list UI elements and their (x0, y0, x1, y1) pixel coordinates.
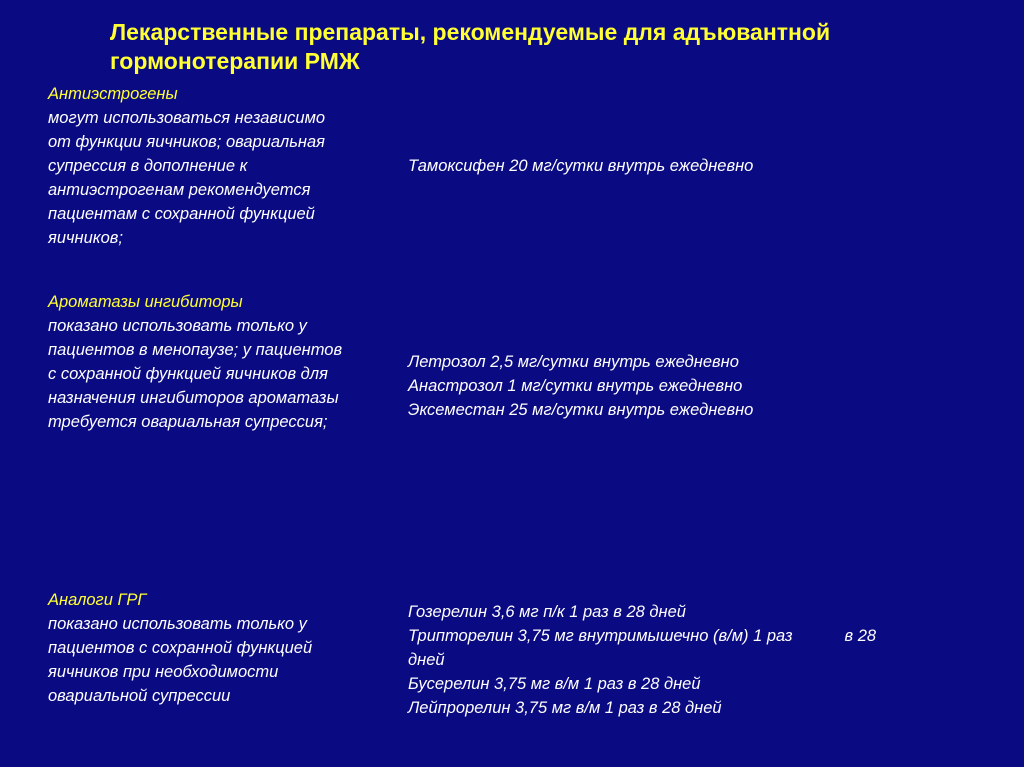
description-line: пациентов с сохранной функцией (48, 639, 313, 657)
drug-item: Эксеместан 25 мг/сутки внутрь ежедневно (408, 401, 754, 419)
category-heading-aromatase-inhibitors: Ароматазы ингибиторы (48, 293, 243, 311)
category-heading-antiestrogens: Антиэстрогены (48, 85, 178, 103)
antiestrogens-drugs (408, 154, 828, 178)
title-line-2: гормонотерапии РМЖ (110, 48, 360, 74)
description-line: могут использоваться независимо (48, 109, 326, 127)
drug-item: Анастрозол 1 мг/сутки внутрь ежедневно (408, 377, 743, 395)
drug-item-triptorelin (408, 624, 988, 648)
description-line: яичников; (48, 229, 123, 247)
gnrh-analogues-description (48, 588, 408, 708)
drug-item-text: Трипторелин 3,75 мг внутримышечно (в/м) 1 раз (408, 627, 793, 645)
aromatase-inhibitors-description (48, 290, 408, 434)
title-line-1: Лекарственные препараты, рекомендуемые для адъювантной (110, 19, 831, 45)
drug-item: Летрозол 2,5 мг/сутки внутрь ежедневно (408, 353, 739, 371)
description-line: с сохранной функцией яичников для (48, 365, 328, 383)
category-heading-gnrh-analogues: Аналоги ГРГ (48, 591, 147, 609)
description-line: требуется овариальная супрессия; (48, 413, 328, 431)
description-line: яичников при необходимости (48, 663, 279, 681)
description-line: овариальной супрессии (48, 687, 231, 705)
description-line: от функции яичников; овариальная (48, 133, 325, 151)
description-line: показано использовать только у (48, 615, 307, 633)
description-line: назначения ингибиторов ароматазы (48, 389, 339, 407)
description-line: показано использовать только у (48, 317, 307, 335)
aromatase-inhibitors-drugs (408, 350, 828, 422)
drug-item: Гозерелин 3,6 мг п/к 1 раз в 28 дней (408, 603, 686, 621)
drug-item: Тамоксифен 20 мг/сутки внутрь ежедневно (408, 157, 754, 175)
drug-item: Лейпрорелин 3,75 мг в/м 1 раз в 28 дней (408, 699, 722, 717)
description-line: пациентов в менопаузе; у пациентов (48, 341, 343, 359)
description-line: супрессия в дополнение к (48, 157, 248, 175)
antiestrogens-description (48, 82, 408, 250)
gnrh-analogues-drugs (408, 600, 988, 720)
slide-title (110, 18, 970, 76)
drug-item-continuation: дней (408, 651, 445, 669)
drug-item-text-tail: в 28 (844, 627, 877, 645)
description-line: антиэстрогенам рекомендуется (48, 181, 311, 199)
drug-item: Бусерелин 3,75 мг в/м 1 раз в 28 дней (408, 675, 701, 693)
description-line: пациентам с сохранной функцией (48, 205, 315, 223)
